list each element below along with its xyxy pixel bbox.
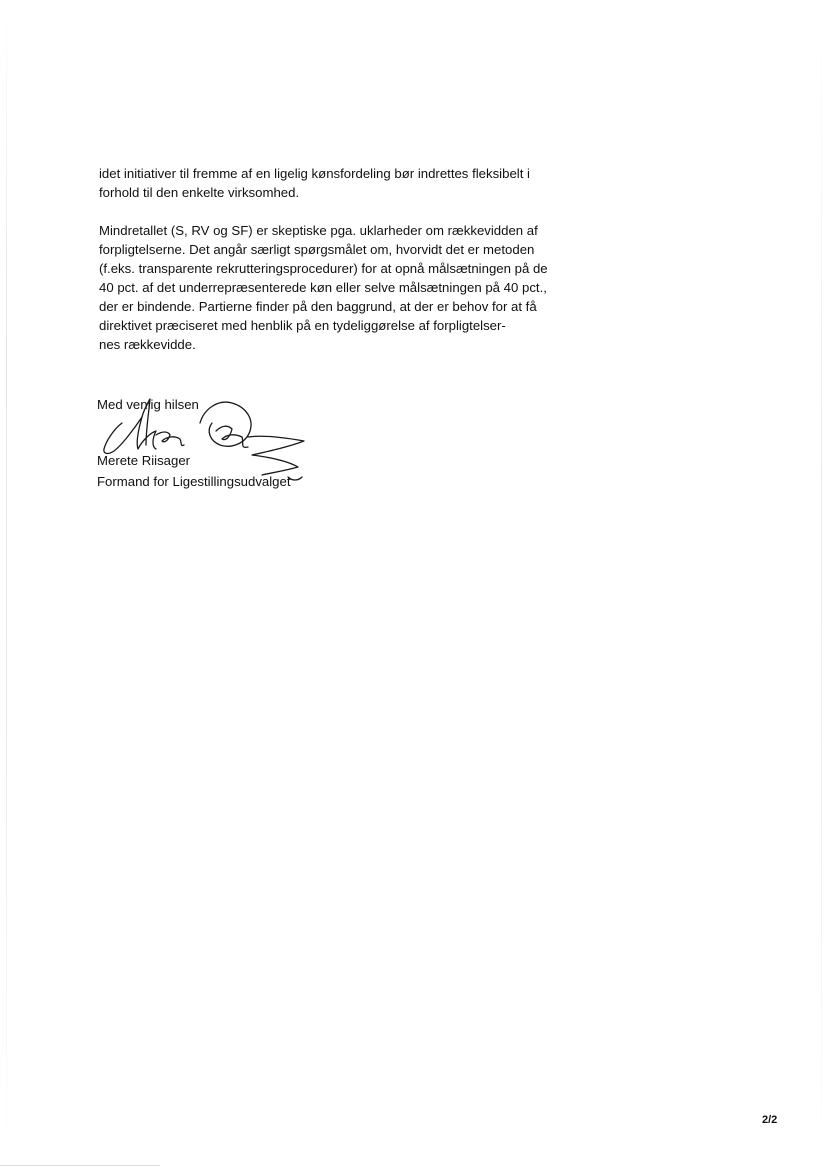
handwritten-signature bbox=[92, 385, 317, 485]
text-line: direktivet præciseret med henblik på en tydeliggørelse af forpligtelser- bbox=[99, 318, 506, 333]
text-line: idet initiativer til fremme af en ligelig kønsfordeling bør indrettes fleksibelt i bbox=[99, 166, 530, 181]
scan-edge-right bbox=[821, 0, 822, 1168]
scan-edge-bottom bbox=[0, 1165, 160, 1166]
page-number: 2/2 bbox=[762, 1114, 778, 1126]
text-line: der er bindende. Partierne finder på den baggrund, at der er behov for at få bbox=[99, 299, 537, 314]
signer-title: Formand for Ligestillingsudvalget bbox=[97, 474, 291, 489]
text-line: forpligtelserne. Det angår særligt spørgsmålet om, hvorvidt det er metoden bbox=[99, 242, 535, 257]
text-line: (f.eks. transparente rekrutteringsprocedurer) for at opnå målsætningen på de bbox=[99, 261, 548, 276]
closing-greeting: Med venlig hilsen bbox=[97, 397, 199, 412]
signer-name: Merete Riisager bbox=[97, 453, 191, 468]
text-line: forhold til den enkelte virksomhed. bbox=[99, 185, 300, 200]
body-paragraph-2 bbox=[99, 221, 589, 354]
text-line: nes rækkevidde. bbox=[99, 337, 196, 352]
scan-edge-left bbox=[6, 0, 7, 1168]
text-line: Mindretallet (S, RV og SF) er skeptiske pga. uklarheder om rækkevidden af bbox=[99, 223, 538, 238]
text-line: 40 pct. af det underrepræsenterede køn eller selve målsætningen på 40 pct., bbox=[99, 280, 547, 295]
body-paragraph-1 bbox=[99, 164, 589, 202]
